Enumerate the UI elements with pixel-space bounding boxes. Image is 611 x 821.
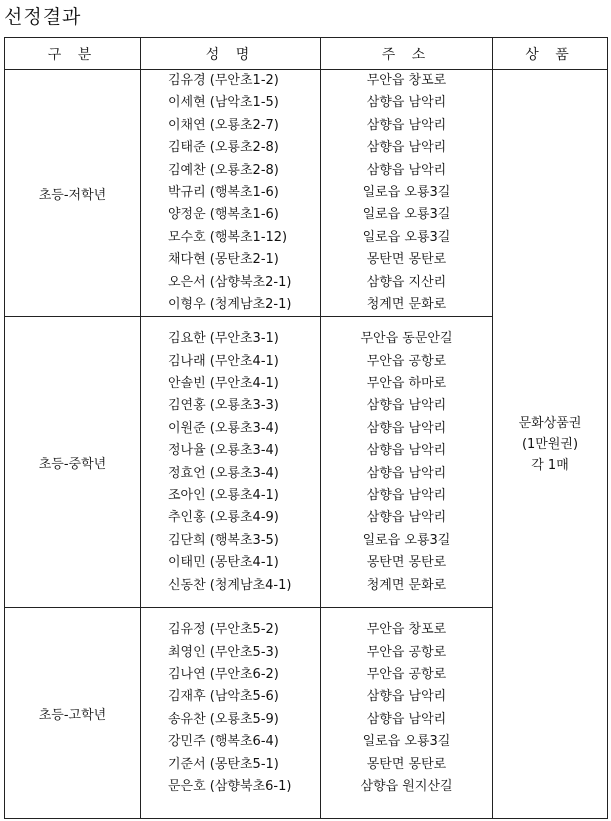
winner-address: 삼향읍 남악리	[366, 398, 447, 414]
winner-address: 삼향읍 남악리	[366, 162, 447, 178]
winner-address: 삼향읍 지산리	[366, 274, 447, 290]
winner-name: 김나연 (무안초6-2)	[168, 667, 279, 683]
winner-address: 무안읍 공항로	[366, 644, 447, 660]
winner-address: 일로읍 오룡3길	[362, 532, 451, 548]
names-cell	[141, 70, 321, 317]
winner-name: 강민주 (행복초6-4)	[168, 734, 279, 750]
winner-address: 청계면 문화로	[366, 296, 447, 312]
winner-name: 오은서 (삼향북초2-1)	[168, 274, 292, 290]
group-row-lower	[5, 70, 608, 317]
winner-name: 김나래 (무안초4-1)	[168, 353, 279, 369]
prize-line: 문화상품권	[518, 415, 582, 431]
winner-name: 김예찬 (오룡초2-8)	[168, 162, 279, 178]
winner-name: 김태준 (오룡초2-8)	[168, 140, 279, 156]
address-cell	[321, 317, 493, 608]
winner-name: 최영인 (무안초5-3)	[168, 644, 279, 660]
winner-address: 삼향읍 원지산길	[360, 779, 453, 795]
address-cell	[321, 608, 493, 819]
winner-address: 몽탄면 몽탄로	[366, 756, 447, 772]
winner-address: 삼향읍 남악리	[366, 689, 447, 705]
address-cell	[321, 70, 493, 317]
winner-name: 조아인 (오룡초4-1)	[168, 488, 279, 504]
names-cell	[141, 608, 321, 819]
winner-address: 무안읍 하마로	[366, 376, 447, 392]
winner-address: 삼향읍 남악리	[366, 140, 447, 156]
winner-name: 김단희 (행복초3-5)	[168, 532, 279, 548]
header-address: 주 소	[321, 38, 493, 70]
header-category: 구 분	[5, 38, 141, 70]
winner-name: 박규리 (행복초1-6)	[168, 184, 279, 200]
winner-address: 무안읍 창포로	[366, 73, 447, 88]
category-cell: 초등-고학년	[5, 608, 141, 819]
winner-address: 몽탄면 몽탄로	[366, 252, 447, 268]
winner-name: 정나율 (오룡초3-4)	[168, 443, 279, 459]
winner-address: 일로읍 오룡3길	[362, 207, 451, 223]
winner-name: 이원준 (오룡초3-4)	[168, 420, 279, 436]
winner-address: 삼향읍 남악리	[366, 465, 447, 481]
names-cell	[141, 317, 321, 608]
winner-address: 삼향읍 남악리	[366, 510, 447, 526]
winner-address: 몽탄면 몽탄로	[366, 555, 447, 571]
winner-address: 일로읍 오룡3길	[362, 184, 451, 200]
winner-name: 문은호 (삼향북초6-1)	[168, 779, 292, 795]
page-title: 선정결과	[4, 6, 82, 28]
winner-address: 삼향읍 남악리	[366, 443, 447, 459]
winner-address: 무안읍 동문안길	[360, 331, 453, 347]
winner-name: 이형우 (청계남초2-1)	[168, 296, 292, 312]
winner-address: 무안읍 공항로	[366, 353, 447, 369]
winner-name: 정효언 (오룡초3-4)	[168, 465, 279, 481]
winner-name: 김유정 (무안초5-2)	[168, 622, 279, 638]
winner-address: 삼향읍 남악리	[366, 95, 447, 111]
winner-name: 김유경 (무안초1-2)	[168, 73, 279, 88]
header-prize: 상 품	[493, 38, 608, 70]
winner-name: 이세현 (남악초1-5)	[168, 95, 279, 111]
winner-address: 청계면 문화로	[366, 577, 447, 593]
winner-name: 안솔빈 (무안초4-1)	[168, 376, 279, 392]
winner-address: 삼향읍 남악리	[366, 711, 447, 727]
winner-address: 삼향읍 남악리	[366, 117, 447, 133]
winner-address: 일로읍 오룡3길	[362, 734, 451, 750]
prize-cell	[493, 70, 608, 819]
winner-name: 모수호 (행복초1-12)	[168, 229, 288, 245]
results-table	[4, 37, 608, 819]
winner-name: 송유찬 (오룡초5-9)	[168, 711, 279, 727]
winner-name: 김연홍 (오룡초3-3)	[168, 398, 279, 414]
winner-name: 이채연 (오룡초2-7)	[168, 117, 279, 133]
winner-name: 김요한 (무안초3-1)	[168, 331, 279, 347]
winner-name: 추인홍 (오룡초4-9)	[168, 510, 279, 526]
category-cell: 초등-중학년	[5, 317, 141, 608]
prize-line: (1만원권)	[521, 436, 579, 452]
winner-name: 양정운 (행복초1-6)	[168, 207, 279, 223]
winner-address: 무안읍 공항로	[366, 667, 447, 683]
winner-name: 김재후 (남악초5-6)	[168, 689, 279, 705]
winner-name: 채다현 (몽탄초2-1)	[168, 252, 279, 268]
winner-address: 삼향읍 남악리	[366, 420, 447, 436]
winner-address: 무안읍 창포로	[366, 622, 447, 638]
header-name: 성 명	[141, 38, 321, 70]
winner-name: 이태민 (몽탄초4-1)	[168, 555, 279, 571]
winner-address: 삼향읍 남악리	[366, 488, 447, 504]
winner-name: 신동찬 (청계남초4-1)	[168, 577, 292, 593]
header-row	[5, 38, 608, 70]
prize-line: 각 1매	[531, 457, 569, 473]
winner-address: 일로읍 오룡3길	[362, 229, 451, 245]
winner-name: 기준서 (몽탄초5-1)	[168, 756, 279, 772]
category-cell: 초등-저학년	[5, 70, 141, 317]
